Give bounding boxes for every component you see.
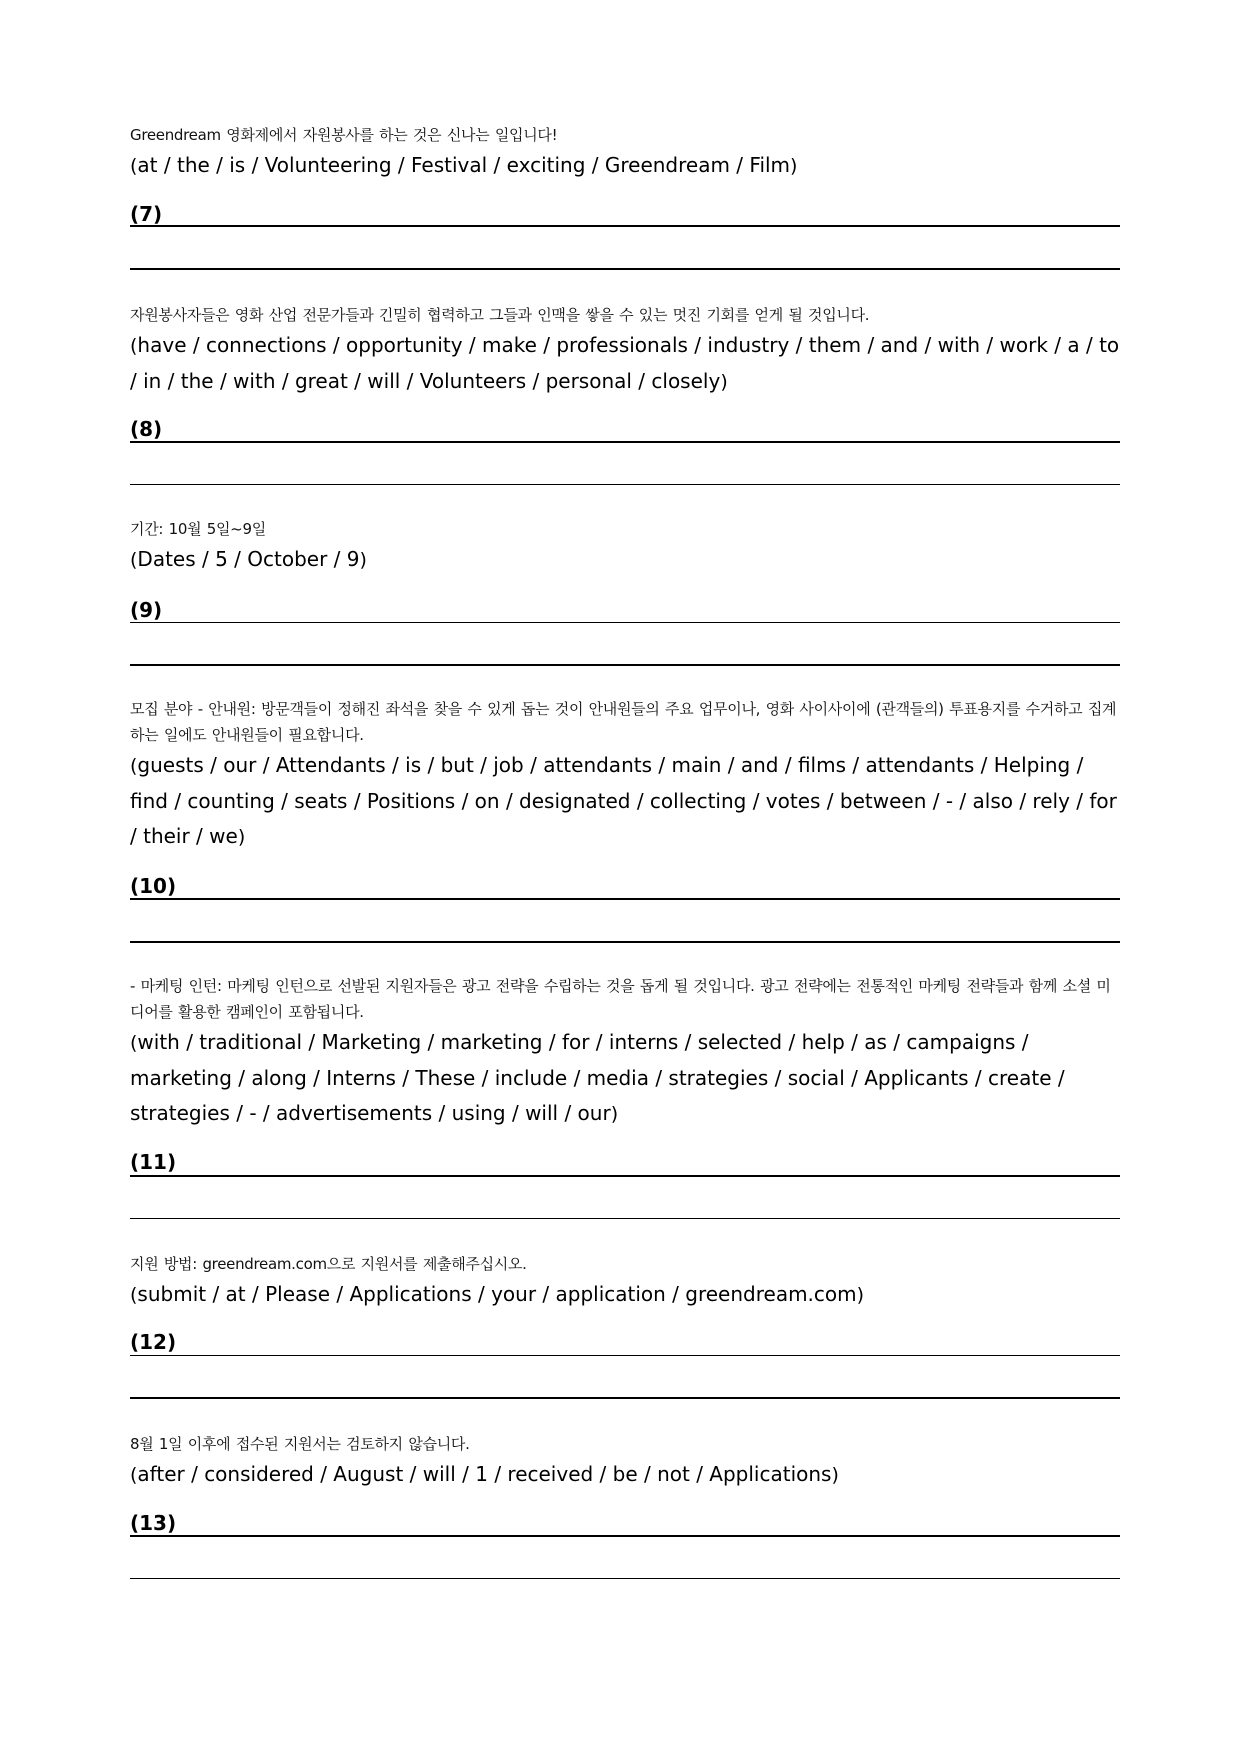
- word-bank: (have / connections / opportunity / make / professionals / industry / them / and / with / work / a / to / in / the / with / great / will / Volunteers / personal / closely): [130, 333, 1120, 393]
- question-number: (9): [130, 598, 163, 622]
- question-9-prompt: [130, 516, 1120, 578]
- word-bank: (with / traditional / Marketing / marketing / for / interns / selected / help / as / campaigns / marketing / along / Interns / These / include / media / strategies / social / Applicants / create / strategies / - / advertisements / using / will / our): [130, 1030, 1065, 1125]
- question-8-prompt: [130, 302, 1120, 400]
- answer-line-1: [130, 225, 1120, 227]
- word-bank-words: at / the / is / Volunteering / Festival / exciting / Greendream / Film: [137, 153, 791, 177]
- word-bank-words: guests / our / Attendants / is / but / job / attendants / main / and / films / attendants / Helping / find / counting / seats / Positions / on / designated / collecting / votes / between / - / also / rely / for / their / we: [130, 753, 1117, 848]
- answer-line-2: [130, 268, 1120, 270]
- answer-line-1: [130, 1355, 1120, 1356]
- answer-line-1: [130, 1535, 1120, 1537]
- word-bank-words: with / traditional / Marketing / marketing / for / interns / selected / help / as / campaigns / marketing / along / Interns / These / include / media / strategies / social / Applicants / create / strategies / - / advertisements / using / will / our: [130, 1030, 1065, 1125]
- question-number: (13): [130, 1511, 177, 1535]
- korean-sentence: 지원 방법: greendream.com으로 지원서를 제출해주십시오.: [130, 1255, 527, 1273]
- word-bank: (Dates / 5 / October / 9): [130, 547, 367, 571]
- word-bank-words: after / considered / August / will / 1 / received / be / not / Applications: [137, 1462, 832, 1486]
- question-number: (12): [130, 1330, 177, 1354]
- korean-sentence: - 마케팅 인턴: 마케팅 인턴으로 선발된 지원자들은 광고 전략을 수립하는 것을 돕게 될 것입니다. 광고 전략에는 전통적인 마케팅 전략들과 함께 소셜 미디어를 활용한 캠페인이 포함됩니다.: [130, 977, 1111, 1021]
- korean-sentence: 자원봉사자들은 영화 산업 전문가들과 긴밀히 협력하고 그들과 인맥을 쌓을 수 있는 멋진 기회를 얻게 될 것입니다.: [130, 306, 870, 324]
- word-bank: (submit / at / Please / Applications / your / application / greendream.com): [130, 1282, 865, 1306]
- korean-sentence: 모집 분야 - 안내원: 방문객들이 정해진 좌석을 찾을 수 있게 돕는 것이 안내원들의 주요 업무이나, 영화 사이사이에 (관객들의) 투표용지를 수거하고 집계하는 일에도 안내원들이 필요합니다.: [130, 700, 1117, 744]
- answer-line-2: [130, 1578, 1120, 1579]
- question-10-prompt: [130, 696, 1120, 855]
- korean-sentence: 기간: 10월 5일~9일: [130, 520, 266, 538]
- question-11-prompt: [130, 973, 1120, 1132]
- answer-line-1: [130, 898, 1120, 900]
- word-bank: (after / considered / August / will / 1 / received / be / not / Applications): [130, 1462, 839, 1486]
- question-number: (8): [130, 417, 163, 441]
- answer-line-1: [130, 1175, 1120, 1177]
- answer-line-2: [130, 664, 1120, 666]
- question-12-prompt: [130, 1251, 1120, 1313]
- word-bank-words: Dates / 5 / October / 9: [137, 547, 360, 571]
- question-number: (10): [130, 874, 177, 898]
- question-7-prompt: [130, 122, 1120, 184]
- word-bank: (guests / our / Attendants / is / but / job / attendants / main / and / films / attendants / Helping / find / counting / seats / Positions / on / designated / collecting / votes / between / - / also / rely / for / their / we): [130, 753, 1117, 848]
- word-bank: (at / the / is / Volunteering / Festival / exciting / Greendream / Film): [130, 153, 798, 177]
- question-13-prompt: [130, 1431, 1120, 1493]
- korean-sentence: 8월 1일 이후에 접수된 지원서는 검토하지 않습니다.: [130, 1435, 470, 1453]
- question-number: (7): [130, 202, 163, 226]
- answer-line-2: [130, 484, 1120, 485]
- question-number: (11): [130, 1150, 177, 1174]
- answer-line-1: [130, 622, 1120, 623]
- korean-sentence: Greendream 영화제에서 자원봉사를 하는 것은 신나는 일입니다!: [130, 126, 558, 144]
- word-bank-words: submit / at / Please / Applications / your / application / greendream.com: [137, 1282, 857, 1306]
- answer-line-1: [130, 441, 1120, 443]
- word-bank-words: have / connections / opportunity / make / professionals / industry / them / and / with / work / a / to / in / the / with / great / will / Volunteers / personal / closely: [130, 333, 1120, 393]
- answer-line-2: [130, 1218, 1120, 1219]
- answer-line-2: [130, 1397, 1120, 1399]
- answer-line-2: [130, 941, 1120, 943]
